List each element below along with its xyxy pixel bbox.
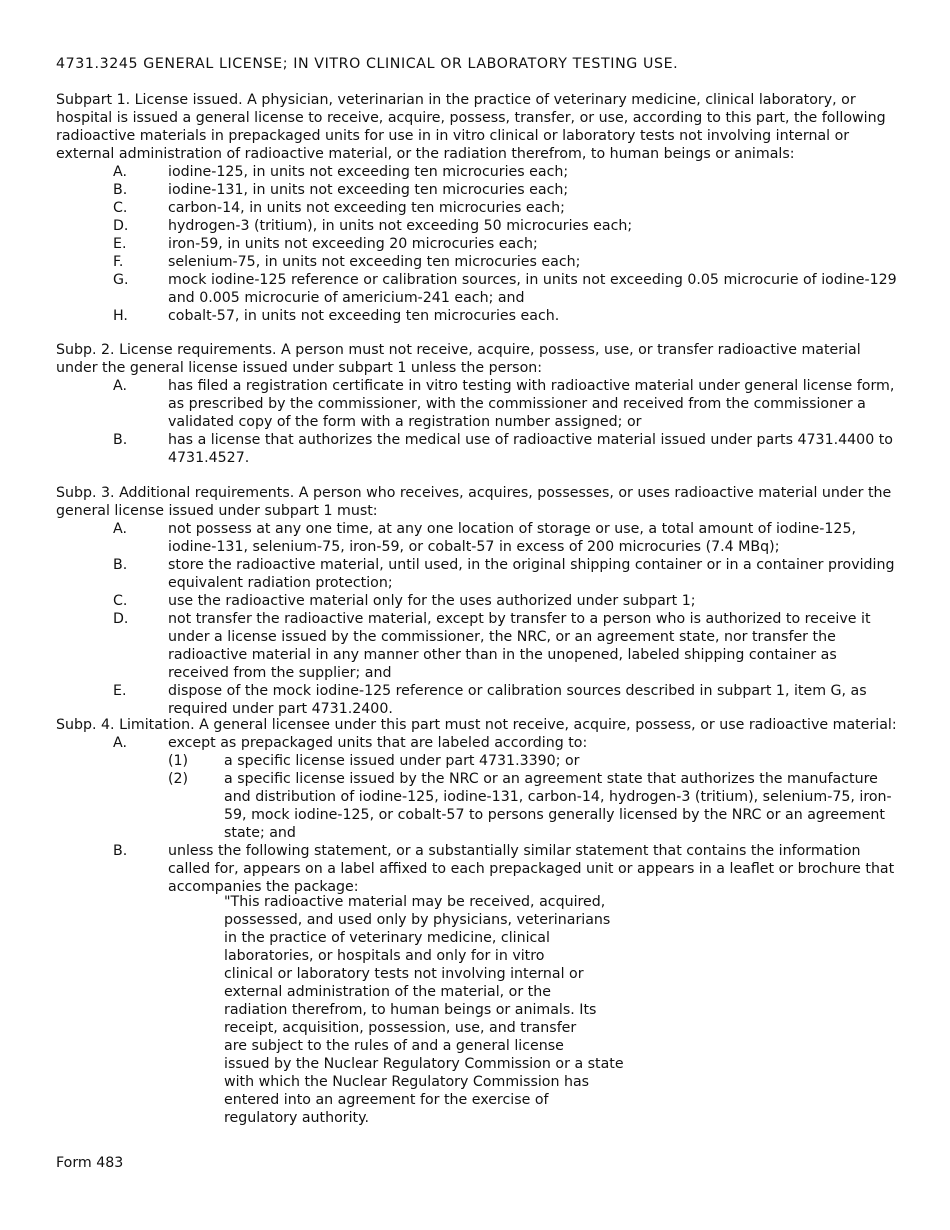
item-label: B. (113, 843, 128, 859)
subpart-1 (56, 91, 902, 325)
list-item (56, 682, 902, 718)
item-text: carbon-14, in units not exceeding ten microcuries each; (168, 200, 565, 216)
list-item (56, 592, 902, 610)
list-item (56, 307, 902, 325)
section-title: 4731.3245 GENERAL LICENSE; IN VITRO CLINICAL OR LABORATORY TESTING USE. (56, 56, 679, 72)
list-item (56, 610, 902, 682)
list-item (56, 235, 902, 253)
quote-line: "This radioactive material may be received, acquired, (224, 894, 606, 910)
item-text: dispose of the mock iodine-125 reference or calibration sources described in subpart 1, item G, as required under part 4731.2400. (168, 683, 867, 717)
item-text: except as prepackaged units that are labeled according to: (168, 735, 588, 751)
item-label: E. (113, 236, 127, 252)
quote-line: issued by the Nuclear Regulatory Commission or a state (224, 1056, 624, 1072)
item-text: iron-59, in units not exceeding 20 microcuries each; (168, 236, 538, 252)
item-text: mock iodine-125 reference or calibration sources, in units not exceeding 0.05 microcurie of iodine-129 and 0.005 microcurie of americium-241 each; and (168, 272, 897, 306)
item-label: D. (113, 218, 129, 234)
item-label: B. (113, 432, 128, 448)
item-text: iodine-131, in units not exceeding ten microcuries each; (168, 182, 569, 198)
item-text: hydrogen-3 (tritium), in units not exceeding 50 microcuries each; (168, 218, 633, 234)
quote-line: are subject to the rules of and a general license (224, 1038, 564, 1054)
sub-item-text: a specific license issued by the NRC or an agreement state that authorizes the manufacture and distribution of iodine-125, iodine-131, carbon-14, hydrogen-3 (tritium), selenium-75, iron-59, mock iodine-125, or cobalt-57 to persons generally licensed by the NRC or an agreement state; and (224, 771, 892, 841)
item-label: B. (113, 182, 128, 198)
form-number: Form 483 (56, 1155, 124, 1171)
quote-line: with which the Nuclear Regulatory Commission has (224, 1074, 590, 1090)
subpart-4 (56, 716, 902, 896)
subpart-2-intro: Subp. 2. License requirements. A person must not receive, acquire, possess, use, or transfer radioactive material under the general license issued under subpart 1 unless the person: (56, 342, 861, 376)
sub-item-label: (2) (168, 771, 189, 787)
list-item (56, 181, 902, 199)
item-text: use the radioactive material only for the uses authorized under subpart 1; (168, 593, 696, 609)
item-label: E. (113, 683, 127, 699)
item-text: not possess at any one time, at any one location of storage or use, a total amount of iodine-125, iodine-131, selenium-75, iron-59, or cobalt-57 in excess of 200 microcuries (7.4 MBq); (168, 521, 856, 555)
subpart-1-list (56, 163, 902, 325)
item-label: A. (113, 378, 127, 394)
item-label: H. (113, 308, 128, 324)
item-text: unless the following statement, or a substantially similar statement that contains the information called for, appears on a label affixed to each prepackaged unit or appears in a leaflet or brochure that accompanies the package: (168, 843, 895, 895)
item-text: not transfer the radioactive material, except by transfer to a person who is authorized to receive it under a license issued by the commissioner, the NRC, or an agreement state, nor transfer the radioactive material in any manner other than in the unopened, labeled shipping container as received from the supplier; and (168, 611, 871, 681)
sub-item-text: a specific license issued under part 4731.3390; or (224, 753, 580, 769)
item-text: has filed a registration certificate in vitro testing with radioactive material under general license form, as prescribed by the commissioner, with the commissioner and received from the commissioner a validated copy of the form with a registration number assigned; or (168, 378, 895, 430)
item-label: A. (113, 164, 127, 180)
quote-line: clinical or laboratory tests not involving internal or (224, 966, 584, 982)
quote-line: entered into an agreement for the exercise of (224, 1092, 549, 1108)
quote-line: receipt, acquisition, possession, use, and transfer (224, 1020, 577, 1036)
list-item (56, 377, 902, 431)
list-item (56, 734, 902, 752)
required-label-statement (224, 893, 644, 1127)
subpart-2 (56, 341, 902, 467)
item-label: D. (113, 611, 129, 627)
list-item (56, 199, 902, 217)
quote-line: possessed, and used only by physicians, veterinarians (224, 912, 611, 928)
list-item (56, 431, 902, 467)
item-label: A. (113, 735, 127, 751)
item-label: A. (113, 521, 127, 537)
quote-line: radiation therefrom, to human beings or animals. Its (224, 1002, 597, 1018)
item-label: F. (113, 254, 124, 270)
quote-line: in the practice of veterinary medicine, clinical (224, 930, 550, 946)
item-label: C. (113, 593, 128, 609)
sub-item-label: (1) (168, 753, 189, 769)
subpart-4-intro: Subp. 4. Limitation. A general licensee under this part must not receive, acquire, possess, or use radioactive material: (56, 717, 897, 733)
quote-line: external administration of the material, or the (224, 984, 551, 1000)
item-text: has a license that authorizes the medical use of radioactive material issued under parts 4731.4400 to 4731.4527. (168, 432, 893, 466)
list-item (56, 556, 902, 592)
list-item (56, 217, 902, 235)
list-item (56, 253, 902, 271)
subpart-1-intro: Subpart 1. License issued. A physician, veterinarian in the practice of veterinary medicine, clinical laboratory, or hospital is issued a general license to receive, acquire, possess, transfer, or use, according to this part, the following radioactive materials in prepackaged units for use in in vitro clinical or laboratory tests not involving internal or external administration of radioactive material, or the radiation therefrom, to human beings or animals: (56, 92, 886, 162)
item-label: B. (113, 557, 128, 573)
quote-line: regulatory authority. (224, 1110, 370, 1126)
item-label: G. (113, 272, 129, 288)
subpart-3 (56, 484, 902, 718)
list-item (56, 520, 902, 556)
list-item (56, 842, 902, 896)
subpart-3-intro: Subp. 3. Additional requirements. A person who receives, acquires, possesses, or uses radioactive material under the general license issued under subpart 1 must: (56, 485, 892, 519)
quote-line: laboratories, or hospitals and only for in vitro (224, 948, 545, 964)
sub-list-item (56, 770, 902, 842)
list-item (56, 163, 902, 181)
item-text: store the radioactive material, until used, in the original shipping container or in a container providing equivalent radiation protection; (168, 557, 895, 591)
item-text: selenium-75, in units not exceeding ten microcuries each; (168, 254, 581, 270)
item-label: C. (113, 200, 128, 216)
list-item (56, 271, 902, 307)
item-text: cobalt-57, in units not exceeding ten microcuries each. (168, 308, 560, 324)
item-text: iodine-125, in units not exceeding ten microcuries each; (168, 164, 569, 180)
sub-list-item (56, 752, 902, 770)
